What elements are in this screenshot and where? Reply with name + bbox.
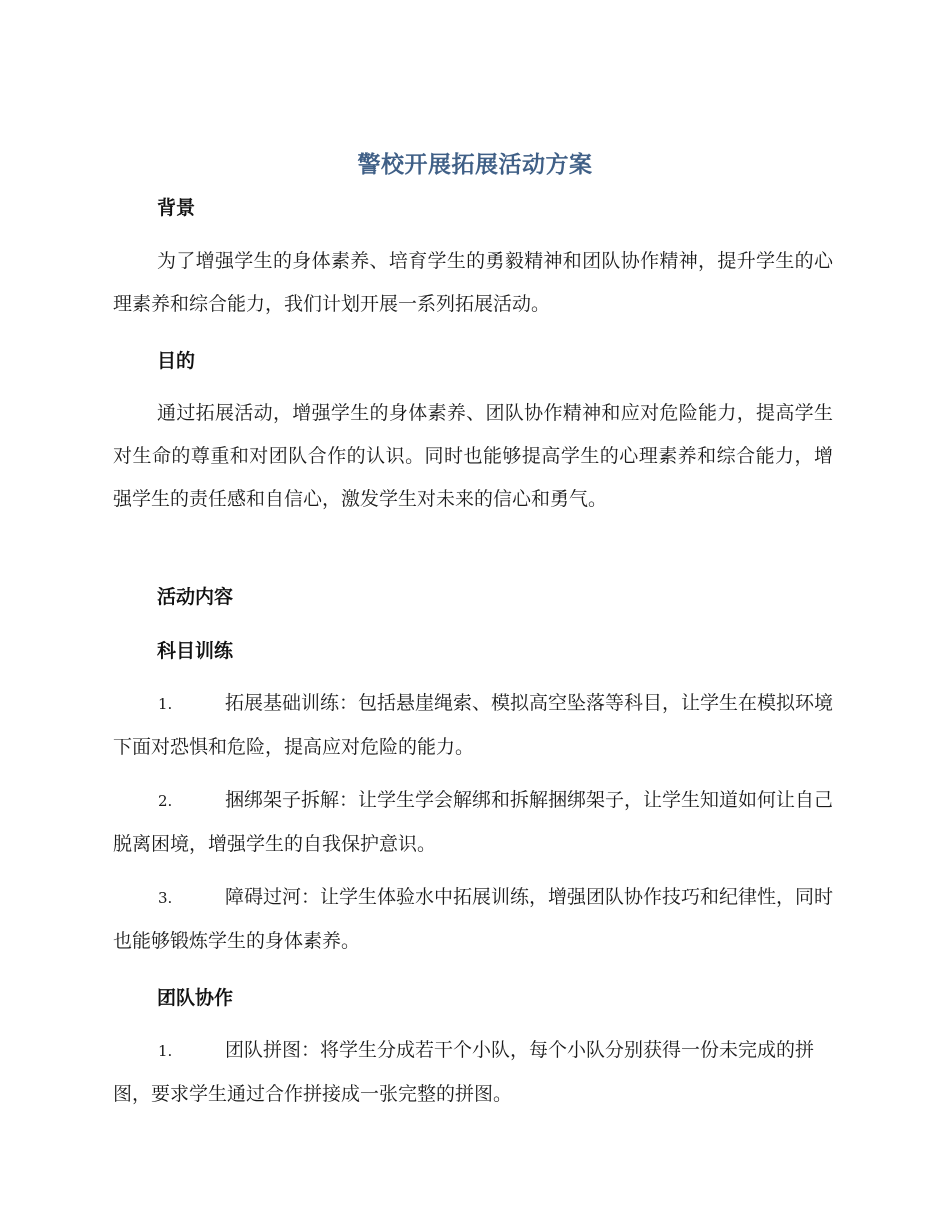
list-item-training-2 (113, 779, 833, 866)
heading-background: 背景 (157, 197, 196, 219)
list-item-number: 2. (158, 792, 173, 810)
heading-activity-content: 活动内容 (157, 586, 234, 608)
list-item-text: 障碍过河：让学生体验水中拓展训练，增强团队协作技巧和纪律性，同时也能够锻炼学生的身体素养。 (113, 886, 834, 952)
heading-teamwork: 团队协作 (157, 987, 234, 1009)
list-item-text: 拓展基础训练：包括悬崖绳索、模拟高空坠落等科目，让学生在模拟环境下面对恐惧和危险，提高应对危险的能力。 (113, 692, 834, 758)
list-item-text: 团队拼图：将学生分成若干个小队，每个小队分别获得一份未完成的拼图，要求学生通过合作拼接成一张完整的拼图。 (113, 1039, 815, 1105)
list-item-number: 1. (158, 1042, 173, 1060)
paragraph-purpose: 通过拓展活动，增强学生的身体素养、团队协作精神和应对危险能力，提高学生对生命的尊重和对团队合作的认识。同时也能够提高学生的心理素养和综合能力，增强学生的责任感和自信心，激发学生对未来的信心和勇气。 (113, 402, 833, 510)
list-item-number: 3. (158, 889, 173, 907)
paragraph-background: 为了增强学生的身体素养、培育学生的勇毅精神和团队协作精神，提升学生的心理素养和综合能力，我们计划开展一系列拓展活动。 (113, 250, 833, 315)
heading-purpose: 目的 (157, 350, 196, 372)
list-item-training-1 (113, 682, 833, 769)
list-item-text: 捆绑架子拆解：让学生学会解绑和拆解捆绑架子，让学生知道如何让自己脱离困境，增强学生的自我保护意识。 (113, 789, 834, 855)
list-item-training-3 (113, 876, 833, 963)
list-item-teamwork-1 (113, 1029, 833, 1116)
list-item-number: 1. (158, 695, 173, 713)
document-title: 警校开展拓展活动方案 (357, 152, 593, 178)
heading-subject-training: 科目训练 (157, 640, 234, 662)
